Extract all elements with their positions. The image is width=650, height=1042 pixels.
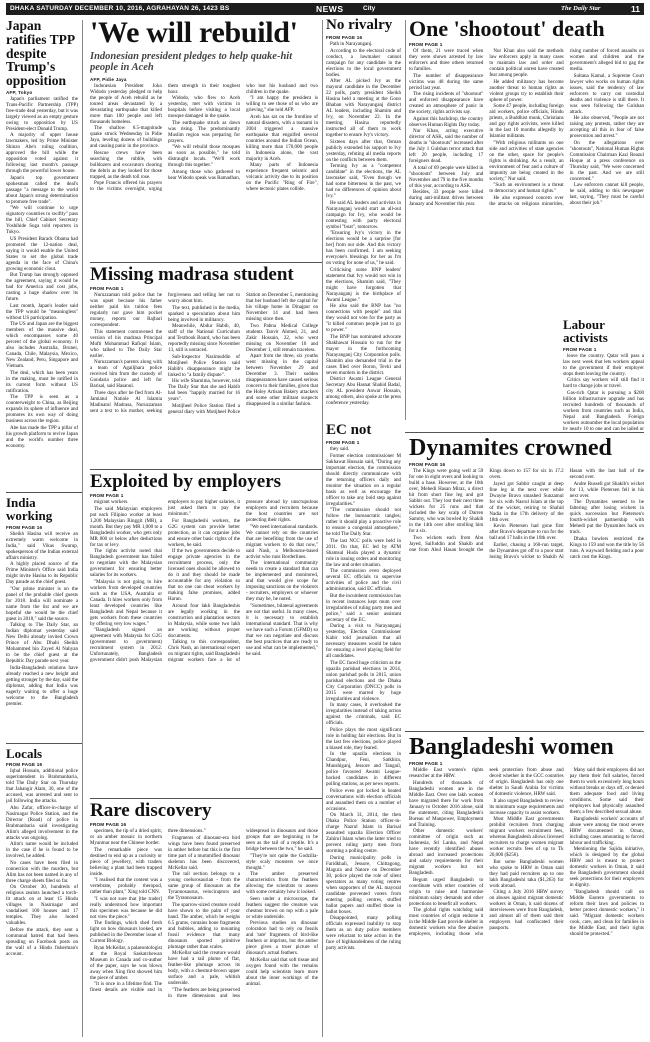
paragraph: Disappointed, many polling officials expressed inability to stop them as on duty police members were reluctant to take action in the face of highhandedness of the ruling party activists. xyxy=(326,915,401,952)
paragraph: During a visit to Narayanganj yesterday, Election Commissioner Kabir told journalists that all necessary measures would be taken for ensuring a level playing field for all candidates. xyxy=(326,623,401,660)
story-body xyxy=(90,499,318,793)
paragraph: Talking to The Daily Star, an Indian diplomat yesterday said New Delhi already invited Crown Prince of Abu Dhabi Sheikh Mohammed bin Zayed Al Nahyan to be the chief guest at the Republic Day parade next year. xyxy=(6,622,78,664)
byline: FROM PAGE 16 xyxy=(409,462,446,468)
story-no-rivalry xyxy=(326,18,401,418)
paragraph: Terming Ivy as a "competent candidate" in the elections, the AL lawmaker said, "Even though we had some bitterness in the past, we had no differences of opinion about Ivy." xyxy=(326,163,401,200)
story-body xyxy=(6,768,78,957)
paragraph: If the two governments decide to engage private agencies in the recruitment process, only the licensed ones should be allowed to do it and they should be made accountable for any violation so that no one can cheat workers by making false promises, added Harun. xyxy=(168,548,240,603)
paragraph: Other domestic workers' committee of origin such as Indonesia, Sri Lanka, and Nepal have recently identified abuses abroad and increased protections and salary requirements for their migrant workers but not Bangladesh. xyxy=(409,828,484,877)
paragraph: "The feathers are being preserved in three dimensions and less widespread in dinosaurs and those groups that are beginning to be seen as the tail of a reptile. It's a bridge between the two," he said. xyxy=(168,828,318,999)
paragraph: "Such an environment is a threat to democracy and human rights." xyxy=(489,182,564,195)
byline: AFP, Pidie Jaya xyxy=(90,76,127,82)
paragraph: "Our prime minister is on the panel of the probable chief guests for 2018. India will nominate a name from the list and we are hopeful she would be the chief guest in 2018," said the source. xyxy=(6,585,78,622)
paragraph: "We need international standards. We cannot rely on the countries that are benefiting from the use of migrant workers to do that now," said Nash, a Melbourne-based activist who runs Borderlines. xyxy=(246,523,318,560)
headline: Exploited by employers xyxy=(90,472,282,492)
paragraph: Three days after he fled from Al-Jamiatul Natiole Al Islamia Madinatul Madrasa, Nuruzzaman sent a text to his mother, seeking forgiveness and telling her not to worry about him. xyxy=(90,292,240,414)
paragraph: Bangladeshi workers' accounts of abuse were among the most severe HRW documented in Oman, including cases amounting to forced labour and trafficking. xyxy=(569,815,644,846)
story-body xyxy=(409,767,644,1035)
story-body xyxy=(326,41,401,406)
story-japan-tpp xyxy=(6,19,78,489)
column-divider xyxy=(82,20,83,1037)
story-locals xyxy=(6,747,78,1037)
paragraph: they said. xyxy=(330,446,350,453)
paragraph: He added militancy has become another threat to human rights as violent groups try to establish their sphere of power. xyxy=(489,78,564,103)
paragraph: Gas-rich Qatar is pursuing a $200 billion infrastructure upgrade and has recruited hundreds of thousands of workers from countries such as India, Nepal and Bangladesh. Foreign workers outnumber the local population by nearly 10 to one and can be jailed or xyxy=(563,389,644,430)
masthead-city: City xyxy=(363,5,376,12)
story-exploited-by-employers xyxy=(90,472,318,796)
paragraph: It also urged Bangladesh to review its minimum wage requirements and increase capacity to assist workers. xyxy=(489,797,564,816)
paragraph: Many said their employers did not pay them their full salaries, forced them to work excessively long hours without breaks or days off, or denied them adequate food and living conditions. Some said their employers had physically assaulted them; a few described sexual abuse. xyxy=(569,767,644,816)
paragraph: He also expressed concern over the attacks on religious minorities, rising number of forced assaults on women and children and the government's alleged bid to gag the media. xyxy=(489,48,644,207)
section-divider xyxy=(6,492,82,493)
paragraph: Abu Zafar, officer-in-charge of Nasirnagar Police Station, and the Director (Road) of police in Brahmanbaria said investigating Alim's alleged involvement in the attacks was ongoing. xyxy=(6,804,78,841)
paragraph: Criticising some BNP leaders' statement that Ivy would not win in the elections, Shamim said, "They might have forgotten that Narayanganj is the birthplace of Awami League." xyxy=(326,266,401,303)
paragraph: "We will rebuild those mosques as soon as possible," he told distraught locals. "We'll work through this together." xyxy=(168,144,240,169)
paragraph: Japan's parliament ratified the Trans-Pacific Partnership (TPP) free-trade deal yesterday, but it was largely viewed as an empty gesture owing to opposition by US President-elect Donald Trump. xyxy=(6,95,78,132)
paragraph: Of them, 21 were traced when they were shown arrested by law enforcers and three others returned to families. xyxy=(409,48,484,73)
paragraph: The number of disappearance victims was 48 during the same period last year. xyxy=(409,72,484,91)
byline: FROM PAGE 1 xyxy=(90,286,124,292)
paragraph: The commission even deployed several EC officials to supervise activities of police and the civil administration, said EC officials. xyxy=(326,568,401,593)
story-body xyxy=(326,446,401,951)
paragraph: Jayed got Sabbir caught at deep fine leg in the next over while Dwayne Bravo smashed Sunzamul for six with Nasrul Islam at the top of the wicket, retiring to Shahid Nadia in the 17th delivery of the 18th over. xyxy=(489,480,564,523)
headline: Dynamites crowned xyxy=(409,436,612,461)
paragraph: Besides, 33 people were killed during anti-militant drives between January and November this year. xyxy=(409,189,484,208)
paragraph: Two Pabna Medical College students Tanvir Ahmed, 21, and Zakir Hossain, 22, who went missing on November 10 and December 1, still remain traceless. xyxy=(246,322,318,353)
paragraph: On the allegations over "shootouts", National Human Rights Commission Chairman Kazi Reazul Hoque at a press conference on Thursday said, "We were concerned in the past. And we are still concerned." xyxy=(569,139,644,182)
paragraph: "We will continue to urge signatory countries to swiftly" pass the bill, Chief Cabinet Secretary Yoshihide Suga told reporters in Tokyo. xyxy=(6,205,78,236)
paragraph: The findings, which shed fresh light on how dinosaurs looked, are published in the December issue of Current Biology. xyxy=(90,920,162,945)
paragraph: Aceh has sat on the frontline of natural disasters, with a tsunami in 2004 triggered a massive earthquake that engulfed several countries around the Indian Ocean, killing more than 170,000 people in Indonesia alone, the vast majority in Aceh. xyxy=(246,113,318,162)
paragraph: For Bangladeshi workers, the G2G system can provide better protection, as it can organise jobs and ensure other basic rights of the workers, he said. xyxy=(168,517,240,548)
paragraph: Rescue crews have been searching the rubble, with bulldozers and excavators clearing the debris as they looked for those trapped, as the death toll rose. xyxy=(90,149,162,180)
headline: No rivalry xyxy=(326,18,393,33)
paragraph: Nur Khan, acting executive director of ASK, said the number of deaths in "shootouts" increased after the July 1 Gulshan terror attack that left 20 people, including 17 foreigners dead. xyxy=(409,128,484,165)
story-dynamites-crowned xyxy=(409,436,644,729)
paragraph: Police even got locked in heated conversations with election officials and assaulted them on a number of occasions. xyxy=(326,787,401,812)
paragraph: "The commission should not follow the bureaucratic tangles; rather it should play a proactive role to ensure a congenial atmosphere," he told The Daily Star. xyxy=(326,507,401,538)
paragraph: Critics say workers will still find it hard to change jobs or travel. xyxy=(563,377,644,389)
paragraph: Widodo, who flew to Aceh yesterday, met with victims in hospitals before visiting a local mosque damaged in the quake. xyxy=(168,95,240,120)
paragraph: Alim's name would be included in the case if he is found to be involved, he added. xyxy=(6,841,78,860)
paragraph: District Awami League General Secretary Abu Hasnat Shahid Badal, city AL president Anwar Hossain, among others, also spoke at the press conference yesterday. xyxy=(326,376,401,407)
paragraph: The tail section belongs to a young coelurosaurian - from the same group of dinosaurs as the Tyrannosaurus, velociraptors and the Tyrannosaurs. xyxy=(168,871,240,902)
paragraph: His wife Shamima, however, told The Daily Star that she and Habib had been "happily married for 16 years". xyxy=(168,378,240,403)
headline: 'We will rebuild' xyxy=(90,18,298,49)
paragraph: The Dynamites seemed to be faltering after losing wickets in quick succession but Pietersen's fourth-wicket partnership with Mehedi put the Dynamites back on track. xyxy=(569,499,644,536)
paragraph: Sixteen days after that, Osman publicly extended his support to Ivy yesterday, refuting all media reports on the conflicts between them. xyxy=(326,138,401,163)
story-missing-madrasa-student xyxy=(90,265,318,467)
paragraph: "Bangladesh should call on Middle Eastern governments to reform their laws and policies to better protect domestic workers," it said. "Migrant domestic workers cook, care, and clean for families in the Middle East, and their rights should be protected." xyxy=(569,888,644,937)
paragraph: Sheikh Hasina will receive an extremely warm welcome in India," said Vikas Swarup, spokesperson of the Indian external affairs ministry. xyxy=(6,530,78,561)
story-body xyxy=(6,531,78,707)
paragraph: In many cases, it overlooked the irregularities instead of taking action against the criminals, said EC officials. xyxy=(326,702,401,727)
paragraph: After AL picked Ivy as the mayoral candidate in the December 22 polls, party president Sheikh Hasina held a meeting at the Gono Bhaban with Narayanganj district AL leaders, including Shamim and Ivy, on November 22. In the meeting, Hasina reportedly instructed all of them to work together to ensure Ivy's victory. xyxy=(326,78,401,139)
paragraph: Motijheel Police Station filed a general diary with Motijheel Police Station on December 5, mentioning that her husband left the capital for his village home in Dinajpur on November 14 and had been missing since then. xyxy=(168,292,318,415)
byline: FROM PAGE 1 xyxy=(563,346,597,352)
paragraph: "Malaysia is not going to hire workers from developed countries such as the USA, Australia or Canada. It hires workers only from least developed countries like Bangladesh and Nepal because it gets workers from these countries by offering very low wages." xyxy=(90,578,162,627)
paragraph: "Bangladesh signed an agreement with Malaysia for G2G (government to government) recruitment system in 2012. Unfortunately, Bangladesh government didn't push Malaysian employers to pay higher salaries, it just asked them to pay the minimum." xyxy=(90,499,240,664)
paragraph: Andre Russell got Shakib's wicket for 13, while Pietersen fell in his next over. xyxy=(569,480,644,499)
paragraph: Earlier, chasing a 160-run target, the Dynamites got off to a poor start losing Bravo's wicket to Shakib Al Hasan with the last ball of the second over. xyxy=(489,468,644,560)
paragraph: Iqbal Hossain, additional police superintendent in Brahmanbaria, told The Daily Star on Thursday that Jahangir Alam, 30, one of the accused, was arrested and sent to jail following the attacks. xyxy=(6,768,78,805)
paragraph: On October 30, hundreds of religious zealots launched a torch-lit attack on at least 15 Hindu villages in Nasirnagar and vandalised 100 houses and 17 temples. They also looted valuables. xyxy=(6,884,78,927)
section-divider xyxy=(405,432,644,433)
paragraph: Nur Khan also said the methods law enforcers apply in many cases to maintain law and order and contain political unrest have created fear among people. xyxy=(489,48,564,79)
section-divider xyxy=(90,469,322,470)
paragraph: The TPP is seen as a counterweight to China, as Beijing expands its sphere of influence and promotes its own way of doing business across the region. xyxy=(6,394,78,425)
story-ec-not xyxy=(326,423,401,1037)
paragraph: Pope Francis offered his prayers to the victims overnight, urging them strength in their toughest hour. xyxy=(90,82,240,193)
byline: FROM PAGE 16 xyxy=(6,524,43,530)
paragraph: The amber preserved characteristics from the feathers allowing the scientists to assess with some certainty how it looked. xyxy=(246,871,318,896)
paragraph: "Sometimes, bilateral agreements are not that useful. In many cases, it is necessary to establish international standard. That is why we have such a Forum (GFMD) so that we can negotiate and discuss the best practices that are ready to use and what can be implemented," he said. xyxy=(246,602,318,657)
paragraph: Mentioning the Sajida initiative, which is designed by the global HRW and is meant to protect domestic workers in Oman, it said the Bangladesh government should seek protections for their employers in dignity. xyxy=(569,846,644,889)
paragraph: Among those who gathered to hear Widodo speak was Ramadhan, who lost his husband and two children in the quake. xyxy=(168,82,318,181)
story-body xyxy=(563,353,644,431)
paragraph: This statement contravened the version of his madrasa Principal Mufti Mohammad Rafiqul Islam, who talked to The Daily Star earlier. xyxy=(90,328,162,359)
headline: Missing madrasa student xyxy=(90,265,294,285)
story-body xyxy=(90,292,318,464)
headline: One 'shootout' death xyxy=(409,18,605,41)
paragraph: A total of 69 people were killed in "shootouts" between July and November and 79 in the five months of this year, according to ASK. xyxy=(409,164,484,189)
paragraph: He said AL leaders and activists in Narayanganj would start an all-out campaign for Ivy, who would be contesting with party electoral symbol "boat", tomorrow. xyxy=(326,199,401,230)
section-divider xyxy=(405,731,644,732)
paragraph: He also said the BNP has "no connections with people" and that they would not vote for the party as "it killed common people just to go to power." xyxy=(326,303,401,334)
paragraph: The earthquake struck as dawn was rising. The predominantly Muslim region was preparing for prayers. xyxy=(168,119,240,144)
masthead-page-number: 11 xyxy=(631,4,640,14)
paragraph: On March 31, 2014, the then Dhaka Police Station officer-in-charge Nazrul Islam in Barisal assaulted upazila Election Officer Zahirul Islam when the latter tried to prevent ruling party men from storming a polling centre. xyxy=(326,812,401,855)
paragraph: But some Bangladeshi women who spoke to HRW in Oman said they had paid recruiters up to one lakh Bangladeshi taka ($1,263) for work abroad. xyxy=(489,858,564,889)
paragraph: Two wickets each from Abu Jayed, Saifuddin and Shakib and one from Abul Hasan brought the Kings down to 157 for six in 17.2 overs. xyxy=(409,468,564,553)
paragraph: The global rights watchdog said most countries of origin endorse it in the Middle East provide shelter in domestic workers who flee abusive employers, including those who seek protection from abuse and deceit whether in the GCC countries of origin. Bangladesh has only one shelter in Saudi Arabia for victims of domestic violence, HRW said. xyxy=(409,767,564,938)
paragraph: "Ensuring Ivy's victory in the elections would be a surprise [for her] from our side. And this victory has been confirmed. I am seeking everyone's blessings for her as I'm on voting for none of us," he said. xyxy=(326,230,401,267)
byline: FROM PAGE 16 xyxy=(6,762,43,768)
paragraph: Police plays the most significant role in holding fair elections. But in the last few elections, police played a biased role, they feared. xyxy=(326,726,401,751)
story-india-working xyxy=(6,496,78,740)
paragraph: Ryan McKellar, a palaeontologist at the Royal Saskatchewan Museum in Canada and co-author of the paper, says he was blown away when Xing first showed him the piece of amber. xyxy=(90,944,162,981)
byline: FROM PAGE 1 xyxy=(409,761,443,767)
paragraph: Some 47 people, including foreign aid workers, police officials, Hindu priests, a Buddhist monk, Christians and gay rights activists, were killed in the last 10 months allegedly by Islamist militants. xyxy=(489,103,564,140)
paragraph: "With religious militants on one side and activities of state agencies on the other, space for people's rights is shrinking. As a result, an environment of fear and a culture of impunity are being created in the society," Nur said. xyxy=(489,139,564,182)
byline: FROM PAGE 1 xyxy=(409,42,443,48)
paragraph: Apart from the three, six youths went missing in the capital between November 29 and December 3. Their sudden disappearances have caused serious concern to their families, given that the Holey Artisan Bakery attackers and some other militant suspects disappeared in a similar fashion. xyxy=(246,353,318,408)
paragraph: The international community needs to create a standard that can be implemented and monitored, and that would give scope for imposing sanctions on the violators - recruiters, employers or whoever they may be, he noted. xyxy=(246,560,318,603)
paragraph: Kevin Pietersen had gone first after Bravo's departure to run for the ball and 17 balls in the 18th over. xyxy=(489,523,564,542)
story-body xyxy=(409,468,644,727)
paragraph: Path in Narayanganj. xyxy=(330,41,373,48)
story-body xyxy=(6,96,78,449)
byline: FROM PAGE 16 xyxy=(90,822,127,828)
paragraph: migrant workers. xyxy=(94,499,129,506)
paragraph: Nuruzzaman told police that he was upset because his father neither paid his tuition fees regularly nor gave him pocket money, reports our Rajbari correspondent. xyxy=(90,292,162,329)
section-divider xyxy=(6,743,82,744)
paragraph: US President Barack Obama had promoted the 12-nation deal, saying it would enable the United States to set the global trade agenda in the face of China's growing economic clout. xyxy=(6,235,78,272)
paragraph: "I am happy the president is willing to see those of us who are grieving," she told AFP. xyxy=(246,95,318,114)
paragraph: Law enforcers cannot kill people, he said, adding to this newspaper last, saying, "They must be careful about their job." xyxy=(569,182,644,207)
deck: Indonesian president pledges to help quake-hit people in Aceh xyxy=(90,50,293,74)
headline: Locals xyxy=(6,747,43,761)
paragraph: Many parts of Indonesia experience frequent seismic and volcanic activity due to its position on the Pacific "Ring of Fire", where tectonic plates collide. xyxy=(246,162,318,193)
paragraph: A highly placed source of the Prime Minister's Office said India might invite Hasina to its Republic Day parade as the chief guest. xyxy=(6,561,78,585)
paragraph: specimen, the tip of a dried spirit, or an amber mosaic in northern Myanmar near the Chinese border. xyxy=(90,828,162,847)
story-body xyxy=(90,83,318,247)
paragraph: Around four lakh Bangladeshis are legally working in the construction and plantation sectors in Malaysia, while some two lakh are working without proper documents. xyxy=(168,602,240,639)
headline: Labour activists xyxy=(563,318,608,346)
story-labour-activists xyxy=(563,318,644,430)
headline: India working xyxy=(6,496,53,524)
paragraph: A majority of upper house lawmakers, led by Prime Minister Shinzo Abe's ruling coalition, approved the bill while the opposition voted against it following last month's passage through the powerful lower house. xyxy=(6,132,78,175)
paragraph: According to the electoral code of conduct, a lawmaker cannot campaign for any candidate in the elections to the local government bodies. xyxy=(326,47,401,78)
paragraph: Talking to this correspondent, Chris Nash, an international expert on migrant rights, said Bangladeshi migrant workers face a lot of pressure abroad by unscrupulous employers and recruiters because the host countries are not protecting their rights. xyxy=(168,499,318,664)
headline: Bangladeshi women xyxy=(409,735,614,760)
paragraph: leave the country. Qatar will pass a law next week that lets workers appeal to the government if their employer stops them leaving the country. xyxy=(563,352,644,377)
column-divider xyxy=(405,20,406,420)
paragraph: Meanwhile, Abdur Habib, 40, staff of the National Curriculum and Textbook Board, who has been reportedly missing since November 13, still is untraced. xyxy=(168,323,240,354)
column-divider xyxy=(322,20,323,1037)
paragraph: But the incumbent commission has in recent instances kept mum over irregularities of ruling party men and police," said a senior assistant secretary of the EC. xyxy=(326,592,401,623)
paragraph: The US and Japan are the biggest members of the massive deal, which encompasses some 40 percent of the global economy. It also includes Australia, Brunei, Canada, Chile, Malaysia, Mexico, New Zealand, Peru, Singapore and Vietnam. xyxy=(6,321,78,370)
paragraph: The rights activist noted that Bangladesh government has failed to negotiate with the Malaysian government for ensuring better salaries for its workers. xyxy=(90,548,162,579)
byline: FROM PAGE 16 xyxy=(326,35,363,41)
paragraph: "I realised that the content was a vertebrate, probably theropod, rather than plant," Xing told CNN. xyxy=(90,877,162,896)
paragraph: He also observed, "People are not raising any protests, rather they are accepting all this in fear of false prosecution and arrest." xyxy=(569,115,644,140)
paragraph: The Kings were going well at 59 for one in eight overs and looking to build a base. However, at the 10th over, Mehedi Hasan Miraz, a direct hit from short fine leg and got Sabbir out. They lost their next three wickets for 25 runs and that included the key scalp of Darren Sammy, who was bowled by Shakib in the 14th over after strolling him for a six. xyxy=(409,468,484,535)
paragraph: Begum urged Bangladesh to coordinate with other countries of origin to raise and harmonise minimum salary demands and other protections to benefit all workers. xyxy=(409,876,484,907)
paragraph: Japan's top government spokesman called the deal's passage "a message to the world about Japan's strong determination to promote free trade". xyxy=(6,174,78,205)
byline: FROM PAGE 1 xyxy=(90,493,124,499)
masthead xyxy=(6,3,644,15)
headline: Rare discovery xyxy=(90,801,212,821)
paragraph: Abe has made the TPP a pillar of his growth platform to revive Japan and the world's number three economy. xyxy=(6,424,78,449)
paragraph: Indonesian President Joko Widodo yesterday pledged to help the people of Aceh rebuild as he toured areas devastated by a devastating earthquake that killed more than 100 people and left thousands homeless. xyxy=(90,82,162,125)
paragraph: Dhaka bowlers restricted the Kings to 159 and won the title by 56 runs. A wayward fielding and a poor catch cost the Kings. xyxy=(569,535,644,560)
paragraph: In the upazila elections in Chandpur, Feni, Satkhira, Munshiganj, Jessore and Tangail, police favoured Awami League-backed candidates in different polling stations, as per news reports. xyxy=(326,751,401,788)
paragraph: Sultana Kamal, a Supreme Court lawyer who works on human rights issues, said the tendency of law enforcers to carry out custodial deaths and violence is still there. It was seen following the Gulshan attack. xyxy=(569,72,644,115)
masthead-section: NEWS xyxy=(316,4,344,14)
byline: FROM PAGE 1 xyxy=(326,440,360,446)
story-rare-discovery xyxy=(90,801,318,1037)
paragraph: The rising incidents of "shootout" and enforced disappearance have created an atmosphere of panic in the society, rights activists say. xyxy=(409,91,484,116)
story-bangladeshi-women xyxy=(409,735,644,1037)
paragraph: McKellar said the creature would have had a tail plume of flat, feather-like plumage across its body, with a chestnut-brown upper surface and a pale, whitish underside. xyxy=(168,950,240,987)
paragraph: No cases have been filed in connection with the murders, but Alim has not been named in any of three charge sheets filed so far. xyxy=(6,859,78,884)
paragraph: The deal, which has been years in the making, must be ratified in its current form without US ratification. xyxy=(6,369,78,394)
paragraph: Fragments of dinosaur-era bird wings have been found preserved in amber before but this is the first time part of a mummified dinosaur skeleton has been discovered, McKellar said. xyxy=(168,834,240,871)
story-body xyxy=(90,828,318,1034)
paragraph: The shallow 6.5-magnitude quake struck Wednesday in Pidie Jaya, leveling dozens of buildings and causing panic in the province. xyxy=(90,125,162,150)
paragraph: Citing a July 2016 HRW survey on abuses against migrant domestic workers in Oman, it said dozens of interviewees were from Bangladesh, and almost all of them said their employers had confiscated their passports. xyxy=(489,889,564,932)
paragraph: "They're not quite the Godzilla-style scaly monsters we once thought." xyxy=(246,852,318,871)
paragraph: Middle East women's rights researcher at the HRW. xyxy=(409,767,484,780)
paragraph: Former election commissioner M Sakhawat Hussain said, "During any important election, the commission should directly communicate with the returning officers daily and monitor the situation on a regular basis as well as encourage the officer to take any bold step against irregularities." xyxy=(326,452,401,507)
section-divider xyxy=(90,798,322,799)
paragraph: Before the attack, they sent a communal hatred that had been spreading on Facebook posts on the wall of a Hindu fisherman's account. xyxy=(6,926,78,957)
paragraph: India-Bangladesh relations have already reached a new height and getting stronger by the day, said the diplomat, adding that India was eagerly waiting to offer a huge welcome to the Bangladesh premier. xyxy=(6,664,78,707)
headline: EC not xyxy=(326,423,372,438)
paragraph: McKellar said that soft tissue and oxygen found with the remains could help scientists learn more about the inner workings of the animal. xyxy=(246,956,318,987)
paragraph: The said Malaysian employers put each Filipino worker at least 1,200 Malaysian Ringgit (MR), a month. But they pay MR 1,000 to a Bangladeshi worker, who gets only MR 800 or below after deductions for tax or levy. xyxy=(90,505,162,548)
story-one-shootout-death xyxy=(409,18,644,318)
headline: Japan ratifies TPP despite Trump's opposition xyxy=(6,19,75,89)
paragraph: Most Middle East governments prohibit recruiters from charging migrant workers recruitment fees, whereas Bangladesh allows licensed recruiters to charge women migrant worker recruits fees of up to Tk 20,000 ($256). xyxy=(489,816,564,859)
paragraph: During municipality polls in Faridkhali, Jessore, Chittagong, Magura and Natore on December 30, police played the role of silent spectators as many voting centres when supporters of the AL mayoral candidate prevented voters from entering polling centres, stuffed ballot papers and stuffed those in ballot boxes. xyxy=(326,854,401,915)
story-body xyxy=(409,48,644,316)
byline: AFP, Tokyo xyxy=(6,89,33,95)
paragraph: Sub-Inspector Nazimuddin of Motijheel Police Station said Habib's disappearance might be linked to "a family dispute". xyxy=(168,353,240,378)
paragraph: The sparrow-sized creature could have shown to the palm of your hand. The amber, which he weighs 6.5 grams, contains bone fragments and bubbles, adding to mounting fossil evidence that many dinosaurs sported primitive plumage rather than scales. xyxy=(168,901,240,950)
paragraph: The EC faced huge criticism as the upazila parishad elections in 2014, union parishad polls in 2015, union parishad elections and the Dhaka City Corporation (DNCC) polls in 2015 were marred by huge irregularities and violence. xyxy=(326,659,401,702)
paragraph: The remarkable piece was destined to end up as a curiosity or piece of jewellery, with traders believing a plant had been trapped inside. xyxy=(90,846,162,877)
paragraph: "I was not sure that [the trader] really understood how important this specimen was because he did not view the piece." xyxy=(90,895,162,920)
paragraph: But Trump has strongly opposed the agreement, saying it would be bad for America and cost jobs, casting a huge shadow over its future. xyxy=(6,272,78,303)
paragraph: "It is once in a lifetime find. The finest details are visible and in three dimensions." xyxy=(90,828,206,994)
masthead-paper-name: The Daily Star xyxy=(561,5,601,12)
paragraph: Hundreds of thousands of Bangladeshi women are in the Middle East. Over one lakh women have migrated there for work from January to October 2016 alone, said the statement, citing Bangladesh's Bureau of Manpower, Employment and Training. xyxy=(409,779,484,828)
paragraph: The text, published in the media, sparked a speculation about him being involved in militancy. xyxy=(168,304,240,323)
paragraph: Against this backdrop, the country observes Human Rights Day today. xyxy=(409,115,484,128)
paragraph: Seen under a microscope, the feathers suggest the creature was chestnut brown on top with a pale or white underside. xyxy=(246,895,318,920)
paragraph: Nuruzzaman's parents along with a team of Agailjhara police received him from the custody of Gondaria police and left for Barisal, said Hasanul. xyxy=(90,359,162,390)
masthead-date: DHAKA SATURDAY DECEMBER 10, 2016, AGRAHAYAN 26, 1423 BS xyxy=(10,5,230,12)
paragraph: The last NCC polls were held in 2011. On that, EC led by ATM Shamsul Huda played a dynamic role in issuing orders and monitoring the law and order situation. xyxy=(326,537,401,568)
story-we-will-rebuild xyxy=(90,18,318,260)
section-divider xyxy=(90,262,322,263)
paragraph: The BNP has nominated advocate Shakhawat Hossain to run for the mayor in the forthcoming Narayanganj City Corporation polls. Shamim also demanded trial in the cases filed over Boron, Tevki and seven murders in the district. xyxy=(326,333,401,376)
paragraph: Previous studies on dinosaur coloration had to rely on fossils and 'rare' fragments of bird-like feathers or imprints, but the amber piece gives a truer picture of dinosaur's actual feathers. xyxy=(246,920,318,957)
paragraph: Last month, Japan's leader said the TPP would be "meaningless" without US participation. xyxy=(6,302,78,321)
